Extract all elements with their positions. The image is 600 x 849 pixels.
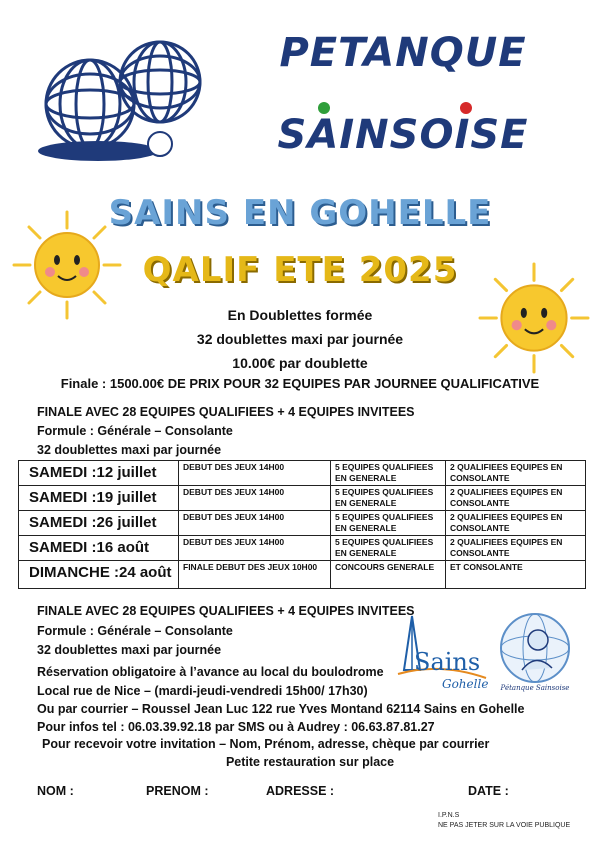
schedule-consolante: 2 QUALIFIEES EQUIPES EN CONSOLANTE <box>446 511 586 536</box>
schedule-start: DEBUT DES JEUX 14H00 <box>179 486 331 511</box>
restauration-info: Petite restauration sur place <box>225 755 395 769</box>
table-row <box>19 561 586 589</box>
sains-en-gohelle-logo <box>390 612 490 696</box>
schedule-generale: 5 EQUIPES QUALIFIEES EN GENERALE <box>331 461 446 486</box>
petanque-boules-illustration <box>28 26 208 176</box>
reservation-info: Réservation obligatoire à l’avance au local du boulodrome <box>37 665 384 679</box>
club-logo-text: Pétanque Sainsoise <box>500 684 570 692</box>
date-label: DATE : <box>468 784 509 798</box>
petanque-sainsoise-logo <box>496 610 574 694</box>
prize-line: Finale : 1500.00€ DE PRIX POUR 32 EQUIPES PAR JOURNEE QUALIFICATIVE <box>60 376 540 391</box>
schedule-consolante: 2 QUALIFIEES EQUIPES EN CONSOLANTE <box>446 486 586 511</box>
schedule-generale: 5 EQUIPES QUALIFIEES EN GENERALE <box>331 511 446 536</box>
table-row <box>19 511 586 536</box>
schedule-consolante: ET CONSOLANTE <box>446 561 586 589</box>
schedule-consolante: 2 QUALIFIEES EQUIPES EN CONSOLANTE <box>446 461 586 486</box>
schedule-start: DEBUT DES JEUX 14H00 <box>179 461 331 486</box>
public-road-notice: NE PAS JETER SUR LA VOIE PUBLIQUE <box>438 822 571 829</box>
schedule-consolante: 2 QUALIFIEES EQUIPES EN CONSOLANTE <box>446 536 586 561</box>
schedule-day: DIMANCHE :24 août <box>19 561 179 589</box>
phone-info: Pour infos tel : 06.03.39.92.18 par SMS ou à Audrey : 06.63.87.81.27 <box>37 720 435 734</box>
finale-info: FINALE AVEC 28 EQUIPES QUALIFIEES + 4 EQUIPES INVITEES <box>37 405 415 419</box>
capacity-line: 32 doublettes maxi par journée <box>196 331 404 347</box>
schedule-table <box>18 460 586 589</box>
schedule-start: DEBUT DES JEUX 14H00 <box>179 511 331 536</box>
gohelle-logo-text: Gohelle <box>442 677 489 691</box>
sains-logo-text: Sains <box>414 648 481 676</box>
table-row <box>19 486 586 511</box>
finale-info: FINALE AVEC 28 EQUIPES QUALIFIEES + 4 EQUIPES INVITEES <box>37 604 415 618</box>
formule-info: Formule : Générale – Consolante <box>37 424 233 438</box>
nom-label: NOM : <box>37 784 74 798</box>
maxi-info: 32 doublettes maxi par journée <box>37 443 222 457</box>
schedule-day: SAMEDI :12 juillet <box>19 461 179 486</box>
local-info: Local rue de Nice – (mardi-jeudi-vendredi 15h00/ 17h30) <box>37 684 368 698</box>
event-heading: QALIF ETE 2025 <box>142 250 458 290</box>
courrier-info: Ou par courrier – Roussel Jean Luc 122 rue Yves Montand 62114 Sains en Gohelle <box>37 702 525 716</box>
schedule-generale: CONCOURS GENERALE <box>331 561 446 589</box>
table-row <box>19 461 586 486</box>
schedule-start: FINALE DEBUT DES JEUX 10H00 <box>179 561 331 589</box>
schedule-start: DEBUT DES JEUX 14H00 <box>179 536 331 561</box>
maxi-info: 32 doublettes maxi par journée <box>37 643 222 657</box>
city-heading: SAINS EN GOHELLE <box>108 193 492 233</box>
club-title-line2: SAINSOISE <box>277 112 529 158</box>
schedule-day: SAMEDI :16 août <box>19 536 179 561</box>
ipns-note: I.P.N.S <box>438 812 460 819</box>
format-line: En Doublettes formée <box>227 307 373 323</box>
sun-icon <box>12 210 122 320</box>
schedule-day: SAMEDI :19 juillet <box>19 486 179 511</box>
club-title-line1: PETANQUE <box>279 30 527 76</box>
formule-info: Formule : Générale – Consolante <box>37 624 233 638</box>
price-line: 10.00€ par doublette <box>232 355 368 371</box>
schedule-day: SAMEDI :26 juillet <box>19 511 179 536</box>
schedule-generale: 5 EQUIPES QUALIFIEES EN GENERALE <box>331 536 446 561</box>
schedule-generale: 5 EQUIPES QUALIFIEES EN GENERALE <box>331 486 446 511</box>
table-row <box>19 536 586 561</box>
adresse-label: ADRESSE : <box>266 784 335 798</box>
invitation-info: Pour recevoir votre invitation – Nom, Prénom, adresse, chèque par courrier <box>42 737 490 751</box>
prenom-label: PRENOM : <box>146 784 209 798</box>
